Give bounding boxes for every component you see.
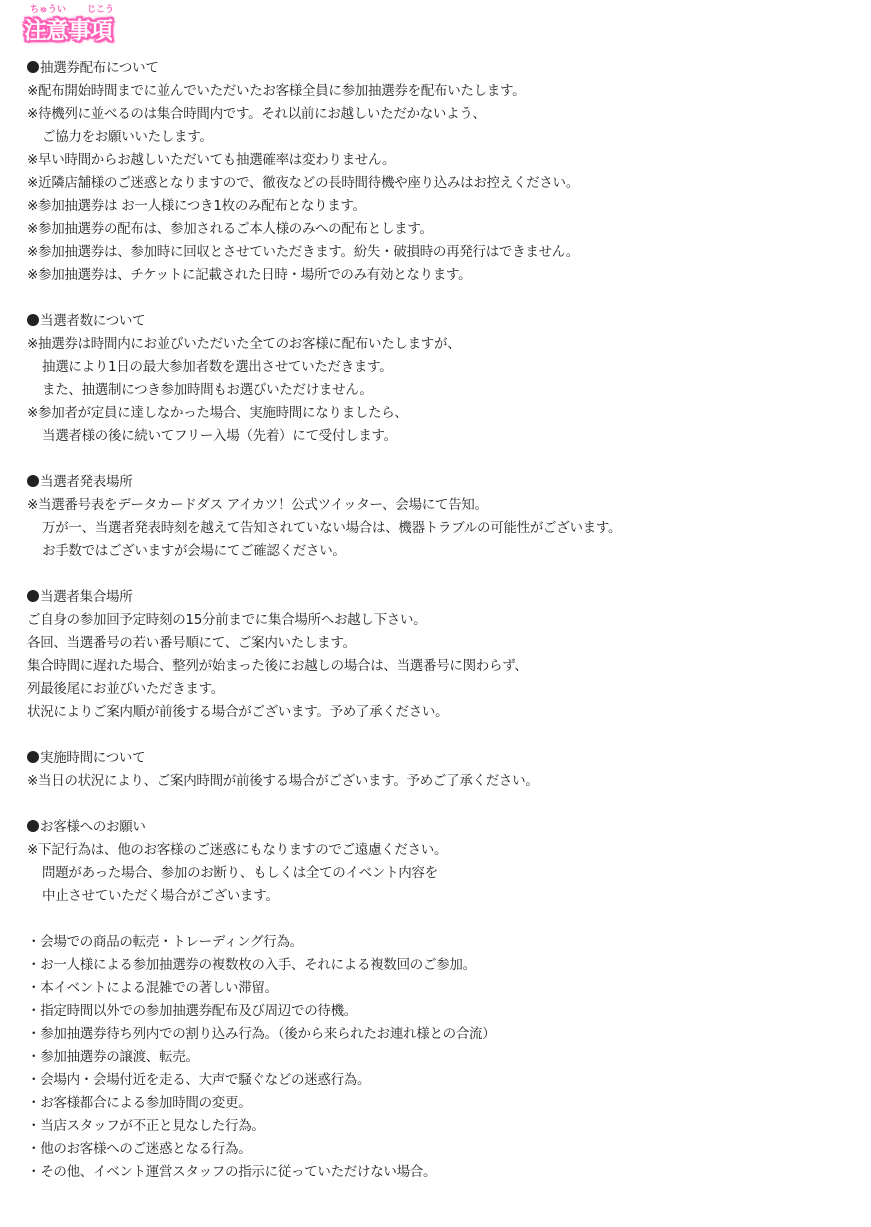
notice-line: ※抽選券は時間内にお並びいただいた全てのお客様に配布いたしますが、: [27, 336, 461, 352]
notice-line: ご自身の参加回予定時刻の15分前までに集合場所へお越し下さい。: [27, 612, 427, 628]
spacer: [27, 724, 857, 747]
list-item: ・指定時間以外での参加抽選券配布及び周辺での待機。: [27, 1003, 357, 1019]
bullet-dot-icon: [27, 314, 39, 326]
notice-line: ※下記行為は、他のお客様のご迷惑にもなりますのでご遠慮ください。: [27, 842, 448, 858]
spacer: [27, 908, 857, 931]
notice-line: ※参加抽選券の配布は、参加されるご本人様のみへの配布とします。: [27, 221, 433, 237]
list-item: ・参加抽選券待ち列内での割り込み行為。（後から来られたお連れ様との合流）: [27, 1026, 496, 1042]
notice-line: 集合時間に遅れた場合、整列が始まった後にお越しの場合は、当選番号に関わらず、: [27, 658, 528, 674]
notice-line: 列最後尾にお並びいただきます。: [27, 681, 224, 697]
section-heading-announcement-location: 当選者発表場所: [27, 471, 857, 494]
section-heading-ticket-distribution: 抽選券配布について: [27, 57, 857, 80]
notice-line: また、抽選制につき参加時間もお選びいただけません。: [42, 382, 373, 398]
title-furigana-1: ちゅうい: [30, 5, 67, 15]
section-heading-customer-requests: お客様へのお願い: [27, 816, 857, 839]
list-item: ・お客様都合による参加時間の変更。: [27, 1095, 252, 1111]
section-heading-meeting-location: 当選者集合場所: [27, 586, 857, 609]
bullet-dot-icon: [27, 590, 39, 602]
list-item: ・会場内・会場付近を走る、大声で騒ぐなどの迷惑行為。: [27, 1072, 371, 1088]
bullet-dot-icon: [27, 751, 39, 763]
section-heading-event-time: 実施時間について: [27, 747, 857, 770]
list-item: ・当店スタッフが不正と見なした行為。: [27, 1118, 265, 1134]
page-title: [24, 4, 134, 48]
notice-line: ※配布開始時間までに並んでいただいたお客様全員に参加抽選券を配布いたします。: [27, 83, 526, 99]
notice-line: ※参加抽選券は、参加時に回収とさせていただきます。紛失・破損時の再発行はできません。: [27, 244, 579, 260]
spacer: [27, 448, 857, 471]
spacer: [27, 793, 857, 816]
spacer: [27, 563, 857, 586]
list-item: ・参加抽選券の譲渡、転売。: [27, 1049, 199, 1065]
list-item: ・お一人様による参加抽選券の複数枚の入手、それによる複数回のご参加。: [27, 957, 476, 973]
title-furigana: [24, 4, 134, 16]
list-item: ・その他、イベント運営スタッフの指示に従っていただけない場合。: [27, 1164, 437, 1180]
title-text: 注意事項: [24, 18, 112, 44]
notice-line: ※待機列に並べるのは集合時間内です。それ以前にお越しいただかないよう、: [27, 106, 486, 122]
bullet-dot-icon: [27, 61, 39, 73]
notice-body: [27, 57, 857, 1184]
notice-line: 問題があった場合、参加のお断り、もしくは全てのイベント内容を: [42, 865, 438, 881]
bullet-dot-icon: [27, 475, 39, 487]
notice-line: ※参加抽選券は、チケットに記載された日時・場所でのみ有効となります。: [27, 267, 472, 283]
notice-line: 抽選により1日の最大参加者数を選出させていただきます。: [42, 359, 393, 375]
notice-line: ※参加者が定員に達しなかった場合、実施時間になりましたら、: [27, 405, 408, 421]
list-item: ・会場での商品の転売・トレーディング行為。: [27, 934, 303, 950]
notice-line: 中止させていただく場合がございます。: [42, 888, 279, 904]
notice-line: ※当選番号表をデータカードダス アイカツ！公式ツイッター、会場にて告知。: [27, 497, 488, 513]
notice-line: 状況によりご案内順が前後する場合がございます。予め了承ください。: [27, 704, 449, 720]
title-furigana-2: じこう: [87, 5, 115, 15]
prohibited-acts-list: [27, 931, 857, 1184]
notice-line: 万が一、当選者発表時刻を越えて告知されていない場合は、機器トラブルの可能性がございます。: [42, 520, 622, 536]
bullet-dot-icon: [27, 820, 39, 832]
notice-line: 各回、当選番号の若い番号順にて、ご案内いたします。: [27, 635, 356, 651]
section-heading-winner-count: 当選者数について: [27, 310, 857, 333]
spacer: [27, 287, 857, 310]
notice-line: ※参加抽選券は お一人様につき1枚のみ配布となります。: [27, 198, 366, 214]
notice-line: ※近隣店舗様のご迷惑となりますので、徹夜などの長時間待機や座り込みはお控えください。: [27, 175, 579, 191]
notice-line: 当選者様の後に続いてフリー入場（先着）にて受付します。: [42, 428, 397, 444]
notice-line: ※当日の状況により、ご案内時間が前後する場合がございます。予めご了承ください。: [27, 773, 539, 789]
notice-line: ※早い時間からお越しいただいても抽選確率は変わりません。: [27, 152, 396, 168]
notice-line: ご協力をお願いいたします。: [42, 129, 213, 145]
notice-line: お手数ではございますが会場にてご確認ください。: [42, 543, 346, 559]
list-item: ・他のお客様へのご迷惑となる行為。: [27, 1141, 252, 1157]
list-item: ・本イベントによる混雑での著しい滞留。: [27, 980, 278, 996]
